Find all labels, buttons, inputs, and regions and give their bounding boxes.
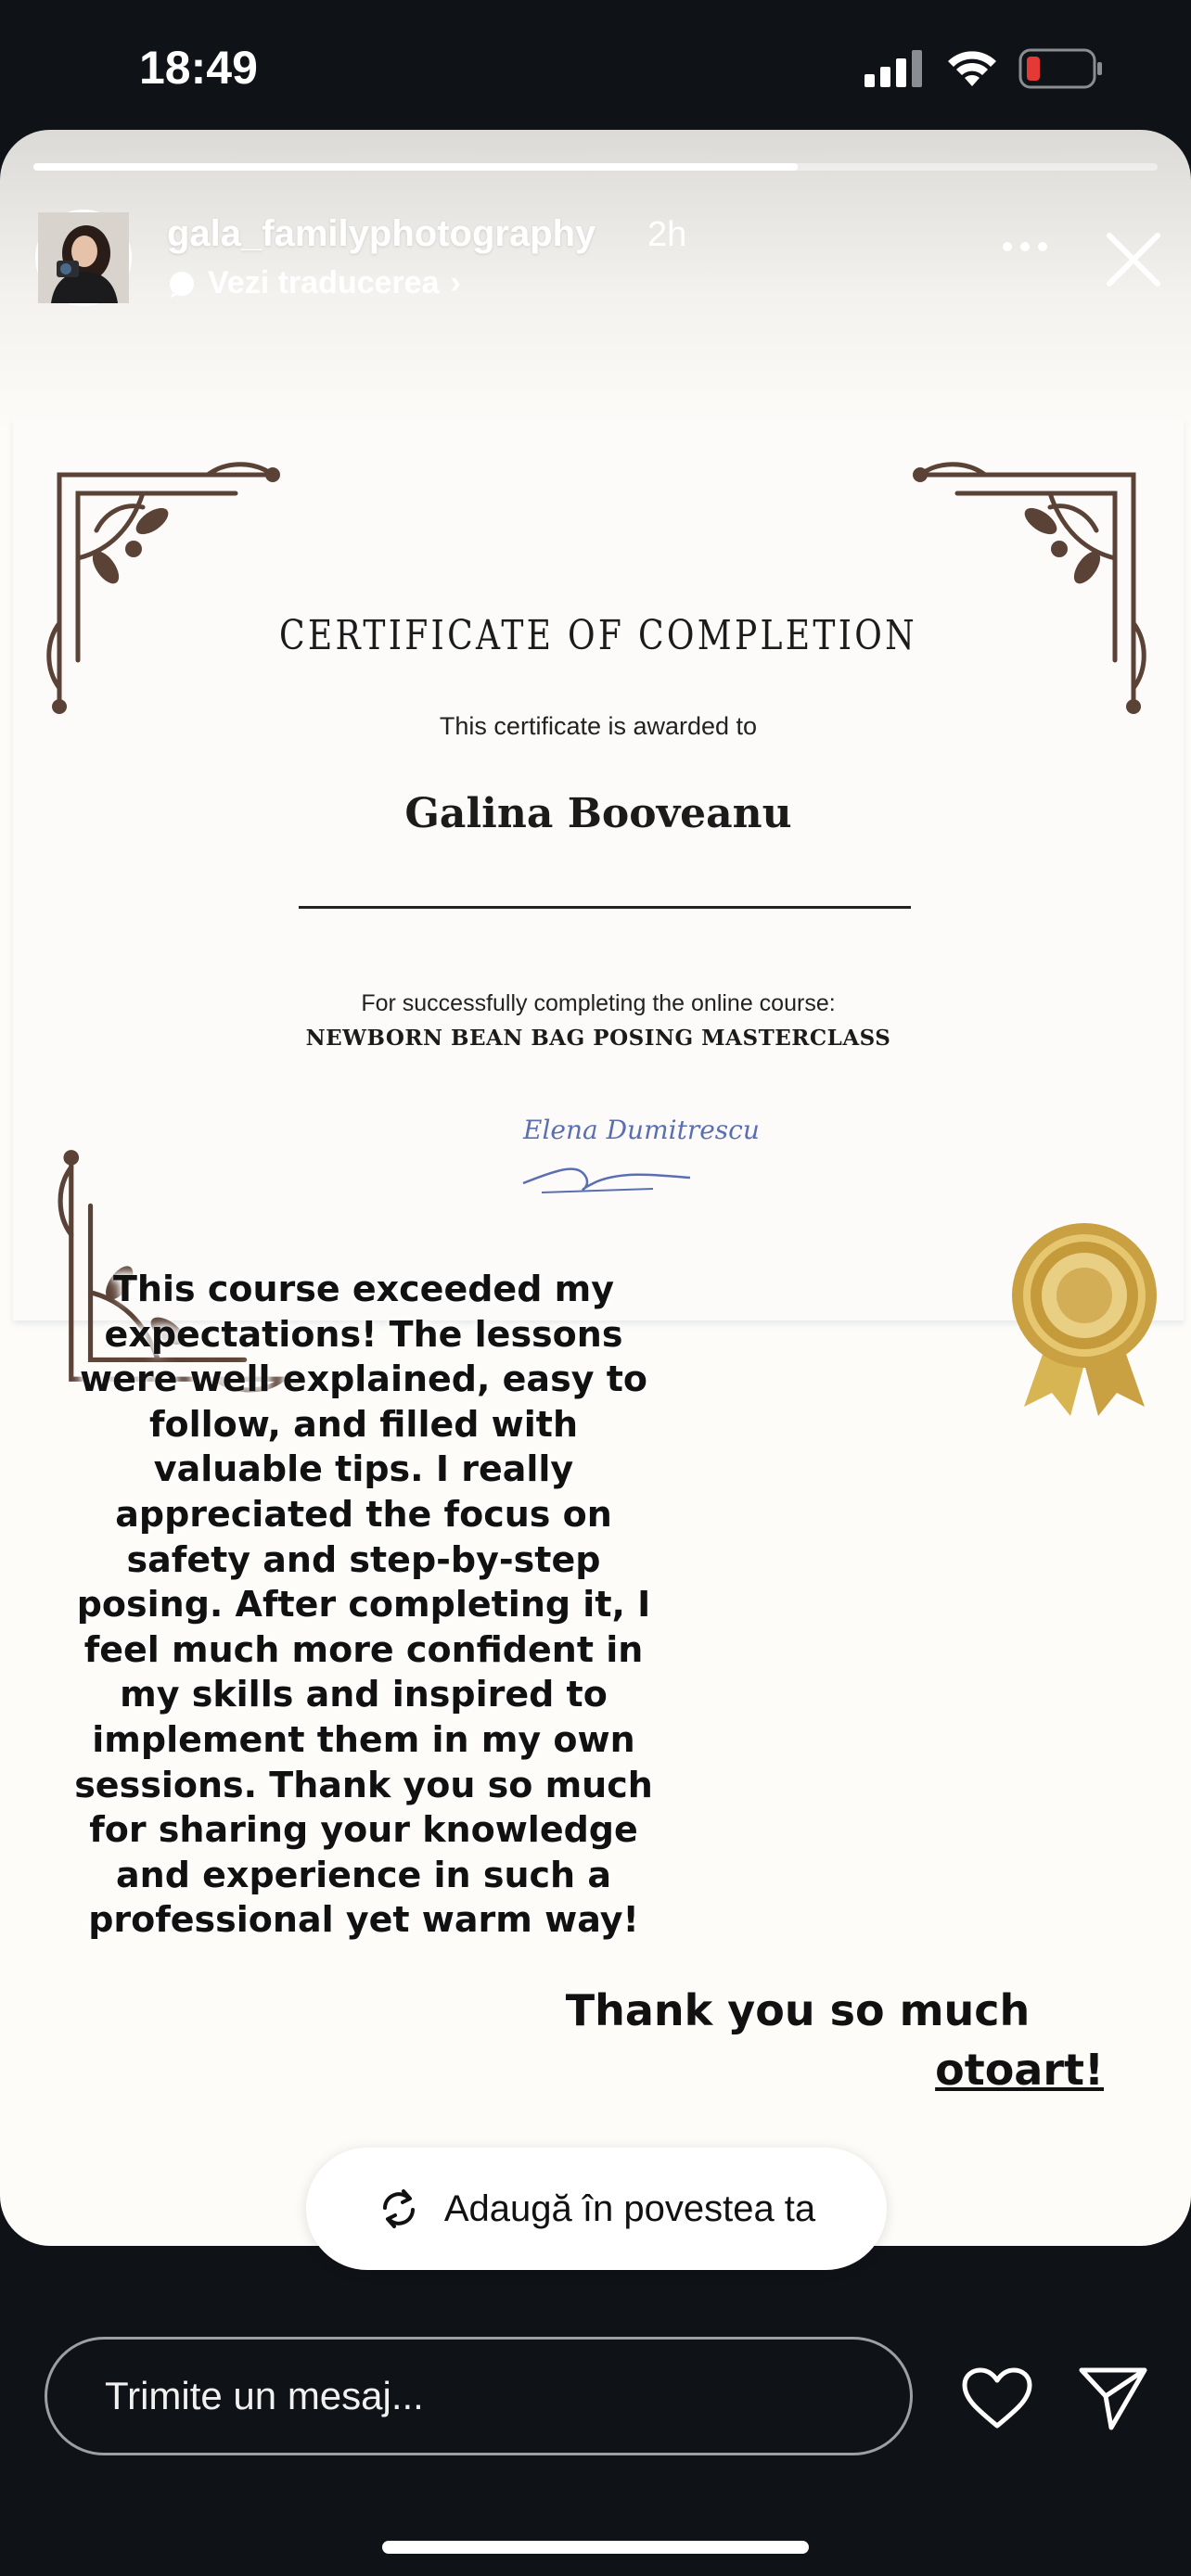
avatar-photo <box>38 212 129 303</box>
status-icons <box>864 48 1104 89</box>
certificate <box>13 419 1184 1320</box>
thanks-handle[interactable]: otoart! <box>935 2045 1104 2095</box>
avatar[interactable] <box>35 210 132 306</box>
add-to-story-label: Adaugă în povestea ta <box>443 2187 816 2229</box>
message-input[interactable] <box>45 2337 913 2455</box>
review-line: professional yet warm way! <box>88 1899 639 1941</box>
review-line: This course exceeded my <box>112 1269 614 1309</box>
home-indicator <box>382 2541 809 2554</box>
wifi-icon <box>946 49 998 88</box>
certificate-for-text: For successfully completing the online course: <box>361 990 836 1016</box>
translate-icon <box>167 269 197 299</box>
story-progress-bar <box>33 163 1158 171</box>
story-progress-fill <box>33 163 798 171</box>
add-to-story-button[interactable] <box>306 2148 887 2270</box>
cellular-signal-icon <box>864 50 926 87</box>
review-line: posing. After completing it, I <box>76 1584 651 1626</box>
review-line: follow, and filled with <box>148 1403 579 1445</box>
more-options-icon[interactable] <box>1000 239 1050 254</box>
story-card[interactable] <box>0 130 1191 2246</box>
close-icon[interactable] <box>1104 230 1163 289</box>
review-line: were well explained, easy to <box>80 1358 647 1400</box>
heart-icon[interactable] <box>961 2366 1033 2429</box>
review-line: safety and step-by-step <box>126 1538 601 1580</box>
review-line: and experience in such a <box>116 1854 611 1895</box>
gold-seal-icon <box>1005 1217 1163 1421</box>
certificate-divider <box>299 906 911 909</box>
story-username[interactable]: gala_familyphotography <box>167 213 596 254</box>
review-line: valuable tips. I really <box>153 1448 574 1490</box>
review-text <box>28 1267 699 1943</box>
certificate-awarded-text: This certificate is awarded to <box>439 712 758 740</box>
review-line: feel much more confident in <box>83 1628 644 1670</box>
send-icon[interactable] <box>1076 2361 1150 2435</box>
review-line: sessions. Thank you so much <box>74 1764 653 1805</box>
thanks-line: Thank you so much <box>565 1985 1031 2035</box>
battery-low-icon <box>1018 48 1104 89</box>
corner-ornament-top-right-icon <box>911 456 1152 716</box>
story-time-ago: 2h <box>647 215 687 254</box>
chevron-right-icon: › <box>450 265 461 300</box>
review-line: expectations! The lessons <box>104 1313 623 1355</box>
certificate-course: NEWBORN BEAN BAG POSING MASTERCLASS <box>305 1026 891 1051</box>
signature <box>514 1103 760 1205</box>
review-line: appreciated the focus on <box>115 1493 612 1535</box>
translate-label: Vezi traducerea <box>208 265 440 300</box>
certificate-title: CERTIFICATE OF COMPLETION <box>279 612 917 659</box>
translate-link[interactable] <box>167 265 461 301</box>
repost-icon <box>378 2187 420 2230</box>
review-line: for sharing your knowledge <box>89 1809 638 1851</box>
review-line: implement them in my own <box>92 1718 635 1760</box>
certificate-recipient: Galina Booveanu <box>404 790 792 837</box>
corner-ornament-top-left-icon <box>41 456 282 716</box>
review-line: my skills and inspired to <box>120 1674 608 1715</box>
signature-text: Elena Dumitrescu <box>523 1115 760 1145</box>
status-time: 18:49 <box>139 42 258 94</box>
thanks-text <box>436 1981 1159 2099</box>
